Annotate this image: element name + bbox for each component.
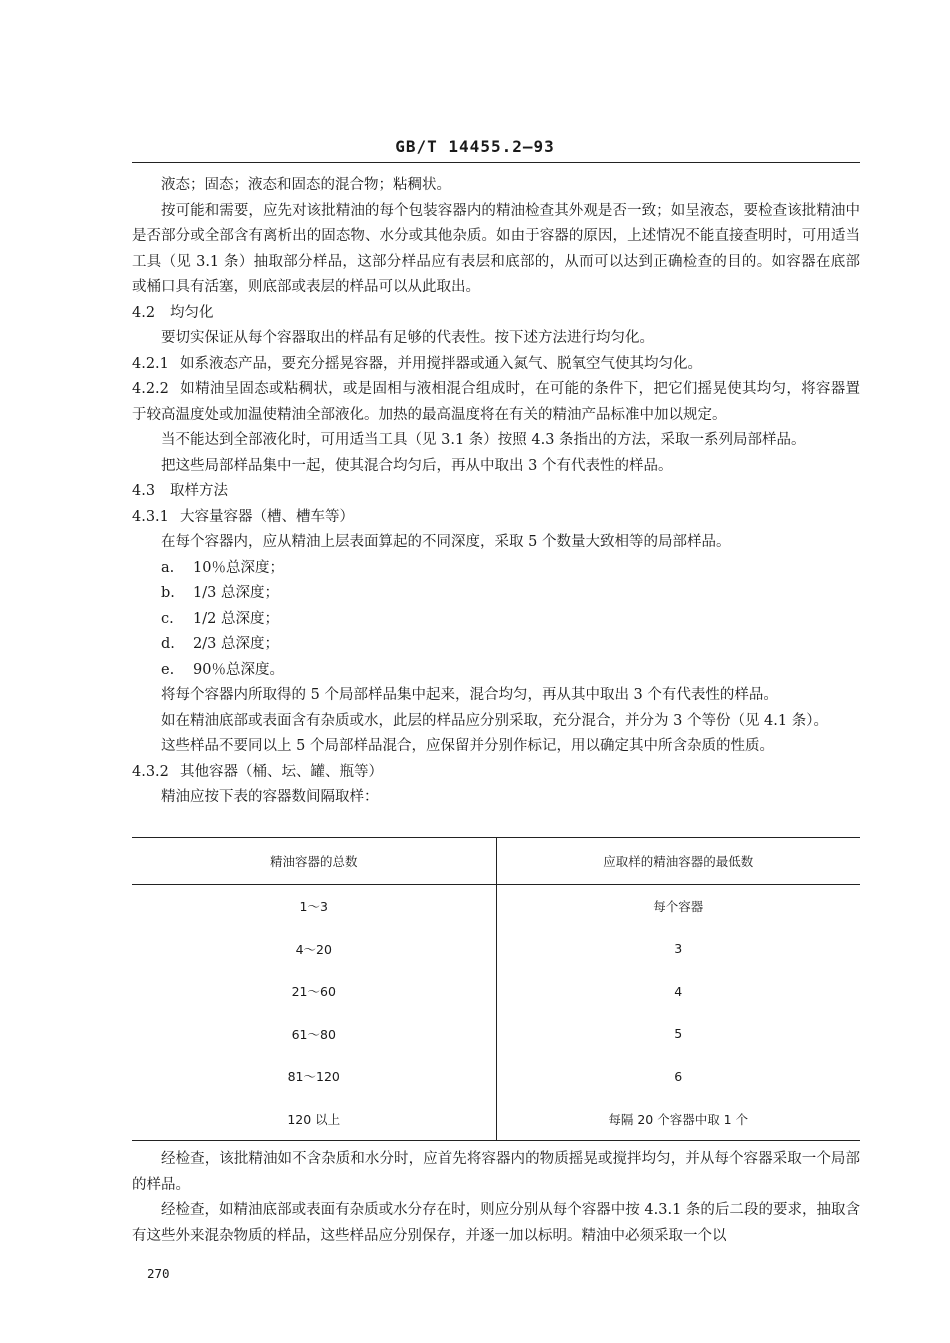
- section-heading-4-3: [132, 479, 860, 505]
- list-label: c.: [161, 610, 174, 627]
- list-text: 10％总深度；: [193, 559, 284, 576]
- table-cell: 5: [674, 1026, 683, 1042]
- table-row: [132, 970, 860, 1013]
- list-item: [132, 658, 860, 684]
- paragraph: 液态；固态；液态和固态的混合物；粘稠状。: [161, 177, 451, 193]
- table-cell: 每个容器: [653, 899, 704, 915]
- table-row: [132, 1098, 860, 1141]
- list-item: [132, 556, 860, 582]
- section-heading-4-2: [132, 301, 860, 327]
- table-cell: 81～120: [132, 1055, 496, 1098]
- table-row: [132, 1055, 860, 1098]
- section-number: 4.3: [132, 483, 156, 499]
- clause-text: 如系液态产品，要充分摇晃容器，并用搅拌器或通入氮气、脱氧空气使其均匀化。: [180, 355, 702, 372]
- paragraph: 经检查，该批精油如不含杂质和水分时，应首先将容器内的物质摇晃或搅拌均匀，并从每个容器采取一个局部的样品。: [132, 1151, 860, 1193]
- list-item: [132, 581, 860, 607]
- table-row: [132, 885, 860, 928]
- list-label: d.: [161, 636, 175, 652]
- table-row: [132, 1013, 860, 1056]
- list-text: 2/3 总深度；: [193, 636, 279, 652]
- paragraph: 在每个容器内，应从精油上层表面算起的不同深度，采取 5 个数量大致相等的局部样品。: [161, 534, 731, 550]
- clause-4-3-2: [132, 760, 860, 786]
- list-text: 90％总深度。: [193, 661, 284, 678]
- table-cell: 每隔 20 个容器中取 1 个: [608, 1111, 749, 1127]
- list-label: b.: [161, 585, 175, 601]
- table-row: [132, 928, 860, 971]
- section-number: 4.3.2: [132, 763, 169, 780]
- sampling-table: [132, 837, 860, 1141]
- clause-title: 其他容器（桶、坛、罐、瓶等）: [180, 763, 383, 780]
- page-number: 270: [147, 1266, 170, 1281]
- header-rule: [132, 162, 860, 163]
- section-title: 取样方法: [170, 483, 228, 499]
- table-cell: 3: [674, 941, 683, 957]
- list-item: [132, 632, 860, 658]
- list-text: 1/3 总深度；: [193, 585, 279, 601]
- paragraph: 要切实保证从每个容器取出的样品有足够的代表性。按下述方法进行均匀化。: [161, 330, 654, 346]
- list-label: e.: [161, 661, 175, 678]
- table-header-cell: 应取样的精油容器的最低数: [603, 854, 754, 869]
- section-title: 均匀化: [170, 304, 214, 321]
- paragraph: 如在精油底部或表面含有杂质或水，此层的样品应分别采取，充分混合，并分为 3 个等份（见 4.1 条）。: [161, 712, 828, 729]
- paragraph: 这些样品不要同以上 5 个局部样品混合，应保留并分别作标记，用以确定其中所含杂质的性质。: [161, 738, 774, 754]
- section-number: 4.2.2: [132, 381, 169, 397]
- paragraph: 精油应按下表的容器数间隔取样：: [161, 789, 379, 805]
- post-table-text: [132, 1147, 860, 1249]
- paragraph: 把这些局部样品集中一起，使其混合均匀后，再从中取出 3 个有代表性的样品。: [161, 457, 673, 474]
- paragraph: 当不能达到全部液化时，可用适当工具（见 3.1 条）按照 4.3 条指出的方法，采取一系列局部样品。: [161, 432, 806, 448]
- clause-text: 如精油呈固态或粘稠状，或是固相与液相混合组成时，在可能的条件下，把它们摇晃使其均匀，将容器置于较高温度处或加温使精油全部液化。加热的最高温度将在有关的精油产品标准中加以规定。: [132, 381, 860, 423]
- list-text: 1/2 总深度；: [193, 610, 279, 627]
- clause-title: 大容量容器（槽、槽车等）: [180, 508, 354, 525]
- table-header-row: [132, 838, 860, 885]
- list-label: a.: [161, 559, 175, 576]
- main-text: [132, 173, 860, 811]
- clause-4-2-1: [132, 352, 860, 378]
- paragraph: 将每个容器内所取得的 5 个局部样品集中起来，混合均匀，再从其中取出 3 个有代表性的样品。: [161, 687, 778, 703]
- table-header-cell: 精油容器的总数: [132, 838, 496, 885]
- page-header: GB/T 14455.2—93: [395, 137, 555, 156]
- table-cell: 21～60: [132, 970, 496, 1013]
- list-item: [132, 607, 860, 633]
- section-number: 4.2.1: [132, 355, 169, 372]
- table-cell: 4～20: [132, 928, 496, 971]
- table-cell: 61～80: [132, 1013, 496, 1056]
- table-cell: 120 以上: [132, 1098, 496, 1141]
- table-cell: 4: [674, 983, 683, 999]
- paragraph: 经检查，如精油底部或表面有杂质或水分存在时，则应分别从每个容器中按 4.3.1 条的后二段的要求，抽取含有这些外来混杂物质的样品，这些样品应分别保存，并逐一加以标明。精油中必须采取一个以: [132, 1202, 860, 1244]
- section-number: 4.3.1: [132, 508, 169, 525]
- paragraph: 按可能和需要，应先对该批精油的每个包装容器内的精油检查其外观是否一致；如呈液态，要检查该批精油中是否部分或全部含有离析出的固态物、水分或其他杂质。如由于容器的原因，上述情况不能直接查明时，可用适当工具（见 3.1 条）抽取部分样品，这部分样品应有表层和底部的，从而可以达到正确检查的目的。如容器在底部或桶口具有活塞，则底部或表层的样品可以从此取出。: [132, 202, 860, 295]
- table-cell: 1～3: [132, 885, 496, 928]
- table-cell: 6: [674, 1068, 683, 1084]
- clause-4-2-2: [132, 377, 860, 428]
- section-number: 4.2: [132, 304, 156, 321]
- clause-4-3-1: [132, 505, 860, 531]
